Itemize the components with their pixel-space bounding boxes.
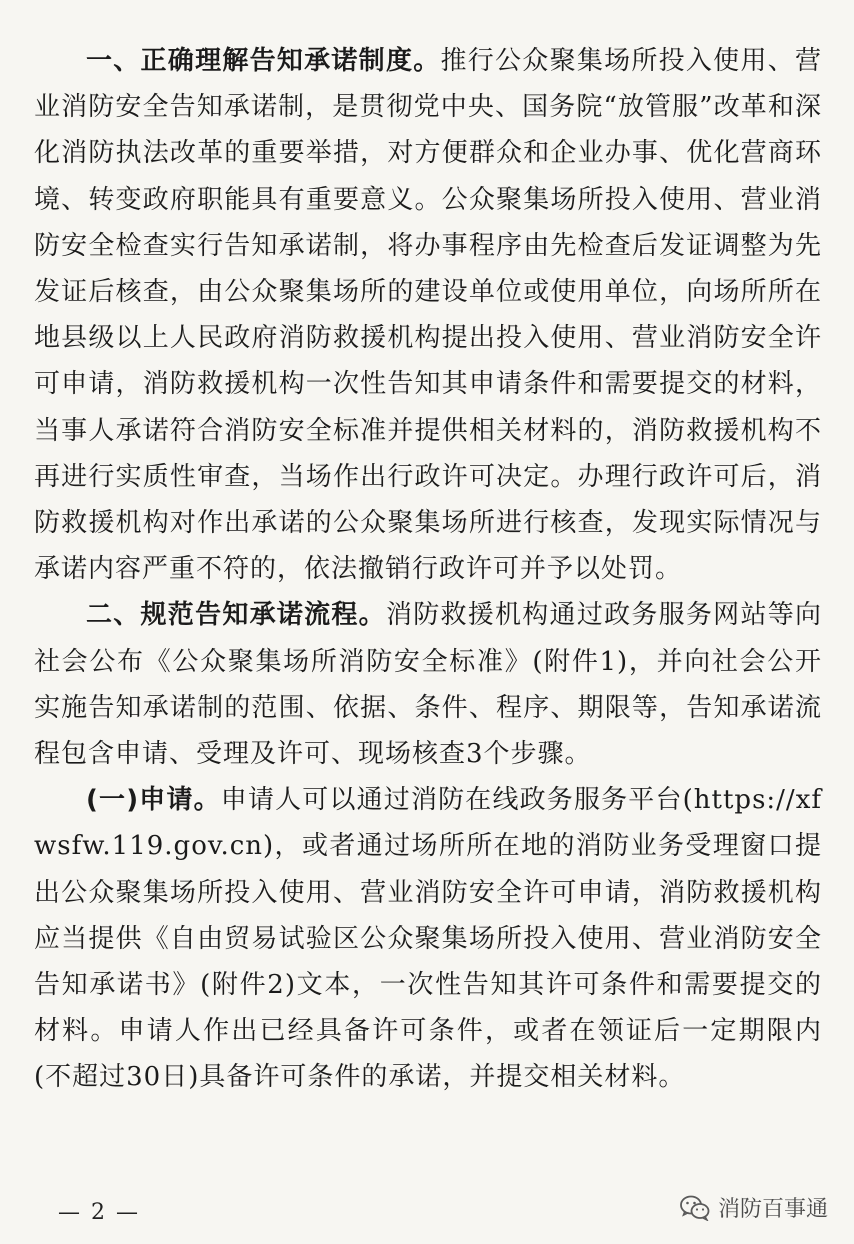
page-number: — 2 — xyxy=(58,1200,140,1225)
paragraph-1 xyxy=(34,38,822,592)
paragraph-2 xyxy=(34,592,822,777)
document-body xyxy=(34,38,822,1101)
paragraph-1-heading: 一、正确理解告知承诺制度。 xyxy=(86,46,441,76)
paragraph-3-text: 申请人可以通过消防在线政务服务平台(https://xfwsfw.119.gov.cn)，或者通过场所所在地的消防业务受理窗口提出公众聚集场所投入使用、营业消防安全许可申请，消防救援机构应当提供《自由贸易试验区公众聚集场所投入使用、营业消防安全告知承诺书》(附件2)文本，一次性告知其许可条件和需要提交的材料。申请人作出已经具备许可条件，或者在领证后一定期限内(不超过30日)具备许可条件的承诺，并提交相关材料。 xyxy=(34,785,822,1093)
paragraph-2-heading: 二、规范告知承诺流程。 xyxy=(86,600,386,631)
watermark xyxy=(680,1192,828,1223)
paragraph-3 xyxy=(34,777,822,1100)
paragraph-3-heading: (一)申请。 xyxy=(86,785,221,816)
paragraph-2-text: 消防救援机构通过政务服务网站等向社会公布《公众聚集场所消防安全标准》(附件1)，并向社会公开实施告知承诺制的范围、依据、条件、程序、期限等，告知承诺流程包含申请、受理及许可、现场核查3个步骤。 xyxy=(34,600,822,770)
wechat-icon xyxy=(680,1195,710,1221)
paragraph-1-text: 推行公众聚集场所投入使用、营业消防安全告知承诺制，是贯彻党中央、国务院“放管服”改革和深化消防执法改革的重要举措，对方便群众和企业办事、优化营商环境、转变政府职能具有重要意义。公众聚集场所投入使用、营业消防安全检查实行告知承诺制，将办事程序由先检查后发证调整为先发证后核查，由公众聚集场所的建设单位或使用单位，向场所所在地县级以上人民政府消防救援机构提出投入使用、营业消防安全许可申请，消防救援机构一次性告知其申请条件和需要提交的材料，当事人承诺符合消防安全标准并提供相关材料的，消防救援机构不再进行实质性审查，当场作出行政许可决定。办理行政许可后，消防救援机构对作出承诺的公众聚集场所进行核查，发现实际情况与承诺内容严重不符的，依法撤销行政许可并予以处罚。 xyxy=(34,46,822,585)
watermark-label: 消防百事通 xyxy=(717,1197,828,1222)
